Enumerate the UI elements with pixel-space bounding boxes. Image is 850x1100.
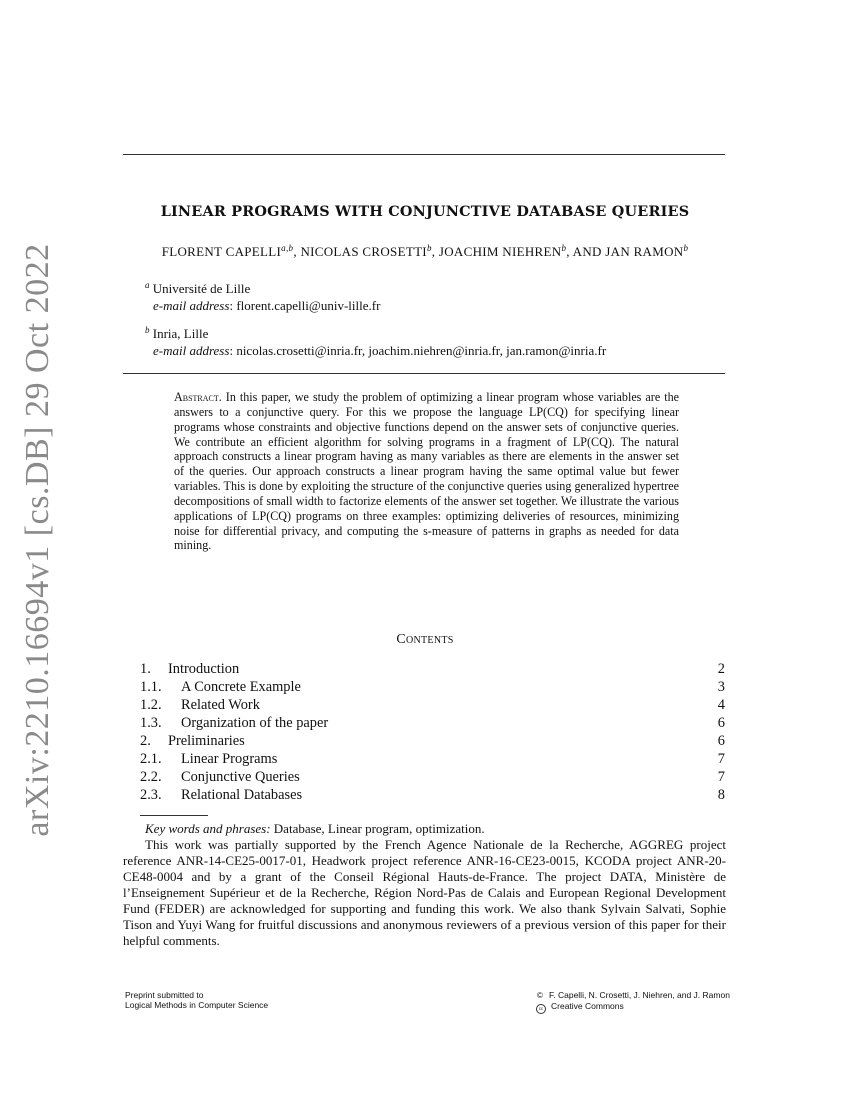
copyright-notice	[535, 990, 730, 1014]
email-label: e-mail address	[153, 343, 230, 358]
toc-entry[interactable]	[140, 786, 725, 804]
affiliation-marker: b	[561, 243, 567, 253]
toc-entry[interactable]	[140, 660, 725, 678]
abstract-label: Abstract.	[174, 390, 222, 404]
email-label: e-mail address	[153, 298, 230, 313]
institution-name: Université de Lille	[152, 281, 251, 296]
license-name[interactable]: Creative Commons	[551, 1001, 624, 1011]
authors-and: AND	[572, 244, 602, 259]
author-name: JOACHIM NIEHREN	[438, 244, 562, 259]
affiliation-marker: a,b	[281, 243, 294, 253]
institution-name: Inria, Lille	[152, 326, 209, 341]
author-name: FLORENT CAPELLI	[161, 244, 282, 259]
affiliation-marker: a	[145, 280, 150, 290]
toc-title: Organization of the paper	[181, 715, 329, 731]
paper-title: LINEAR PROGRAMS WITH CONJUNCTIVE DATABASE QUERIES	[160, 203, 690, 220]
toc-title: A Concrete Example	[181, 679, 301, 695]
preprint-line: Preprint submitted to	[125, 990, 204, 1000]
toc-number: 1.	[140, 661, 151, 677]
toc-page: 8	[717, 787, 725, 803]
copyright-icon: ©	[537, 991, 543, 1000]
keywords: Database, Linear program, optimization.	[273, 821, 485, 836]
toc-entry[interactable]	[140, 678, 725, 696]
affiliation-marker: b	[683, 243, 689, 253]
toc-title: Conjunctive Queries	[181, 769, 300, 785]
email-address[interactable]: florent.capelli@univ-lille.fr	[236, 298, 381, 313]
toc-page: 6	[717, 715, 725, 731]
top-rule	[123, 154, 725, 155]
header-rule	[123, 373, 725, 374]
journal-name: Logical Methods in Computer Science	[125, 1000, 269, 1010]
affiliation-a: $^a$ Université de Lille e-mail address: florent.capelli@univ-lille.fr	[145, 280, 381, 313]
toc-number: 2.	[140, 733, 151, 749]
creative-commons-icon: cc	[536, 1004, 546, 1014]
copyright-holders: F. Capelli, N. Crosetti, J. Niehren, and J. Ramon	[549, 990, 730, 1000]
keywords-footnote	[123, 821, 726, 837]
contents-heading: Contents	[396, 632, 454, 647]
abstract-text: In this paper, we study the problem of optimizing a linear program whose variables are the answers to a conjunctive query. For this we propose the language LP(CQ) for specifying linear programs whose constraints and objective functions depend on the answer sets of conjunctive queries. We contribute an efficient algorithm for solving programs in a fragment of LP(CQ). The natural approach constructs a linear program having as many variables as there are elements in the answer set of the queries. Our approach constructs a linear program having the same optimal value but fewer variables. This is done by exploiting the structure of the conjunctive queries using generalized hypertree decompositions of small width to factorize elements of the answer set together. We illustrate the various applications of LP(CQ) programs on three examples: optimizing deliveries of resources, minimizing noise for differential privacy, and computing the s-measure of patterns in graphs as needed for data mining.	[174, 390, 679, 553]
toc-title: Linear Programs	[181, 751, 278, 767]
toc-page: 2	[717, 661, 725, 677]
author-name: NICOLAS CROSETTI	[300, 244, 427, 259]
table-of-contents	[140, 660, 725, 804]
affiliation-marker: b	[426, 243, 432, 253]
toc-entry[interactable]	[140, 696, 725, 714]
toc-title: Related Work	[181, 697, 260, 713]
toc-page: 7	[717, 769, 725, 785]
toc-page: 3	[717, 679, 725, 695]
footnote-rule	[140, 815, 208, 816]
toc-entry[interactable]	[140, 732, 725, 750]
funding-footnote: This work was partially supported by the French Agence Nationale de la Recherche, AGGREG project reference ANR-14-CE25-0017-01, Headwork project reference ANR-16-CE23-0015, KCODA project ANR-20-CE48-0004 and by a grant of the Conseil Régional Hauts-de-France. The project DATA, Ministère de l’Enseignement Supérieur et de la Recherche, Région Nord-Pas de Calais and European Regional Development Fund (FEDER) are acknowledged for supporting and funding this work. We also thank Sylvain Salvati, Sophie Tison and Yuyi Wang for fruitful discussions and anonymous reviewers of a previous version of this paper for their helpful comments.	[123, 837, 726, 948]
toc-entry[interactable]	[140, 750, 725, 768]
toc-number: 1.2.	[140, 697, 162, 713]
toc-entry[interactable]	[140, 768, 725, 786]
toc-page: 7	[717, 751, 725, 767]
author-list: FLORENT CAPELLI$^{a,b}$, NICOLAS CROSETTI$^b$, JOACHIM NIEHREN$^b$, AND JAN RAMON$^b$	[161, 243, 689, 259]
toc-number: 1.3.	[140, 715, 162, 731]
affiliation-marker: b	[145, 325, 150, 335]
preprint-notice	[125, 990, 268, 1010]
toc-number: 1.1.	[140, 679, 162, 695]
toc-title: Relational Databases	[181, 787, 303, 803]
toc-page: 4	[717, 697, 725, 713]
toc-entry[interactable]	[140, 714, 725, 732]
toc-title: Preliminaries	[168, 733, 245, 749]
keywords-label: Key words and phrases:	[145, 821, 271, 836]
toc-number: 2.3.	[140, 787, 162, 803]
arxiv-stamp[interactable]: arXiv:2210.16694v1 [cs.DB] 29 Oct 2022	[19, 243, 56, 837]
author-name: JAN RAMON	[605, 244, 684, 259]
email-address[interactable]: nicolas.crosetti@inria.fr, joachim.niehren@inria.fr, jan.ramon@inria.fr	[236, 343, 607, 358]
affiliation-b: $^b$ Inria, Lille e-mail address: nicolas.crosetti@inria.fr, joachim.niehren@inria.fr, jan.ramon@inria.fr	[145, 325, 607, 358]
toc-title: Introduction	[168, 661, 240, 677]
toc-page: 6	[717, 733, 725, 749]
toc-number: 2.1.	[140, 751, 162, 767]
toc-number: 2.2.	[140, 769, 162, 785]
footnotes	[123, 821, 726, 949]
abstract	[174, 390, 679, 553]
